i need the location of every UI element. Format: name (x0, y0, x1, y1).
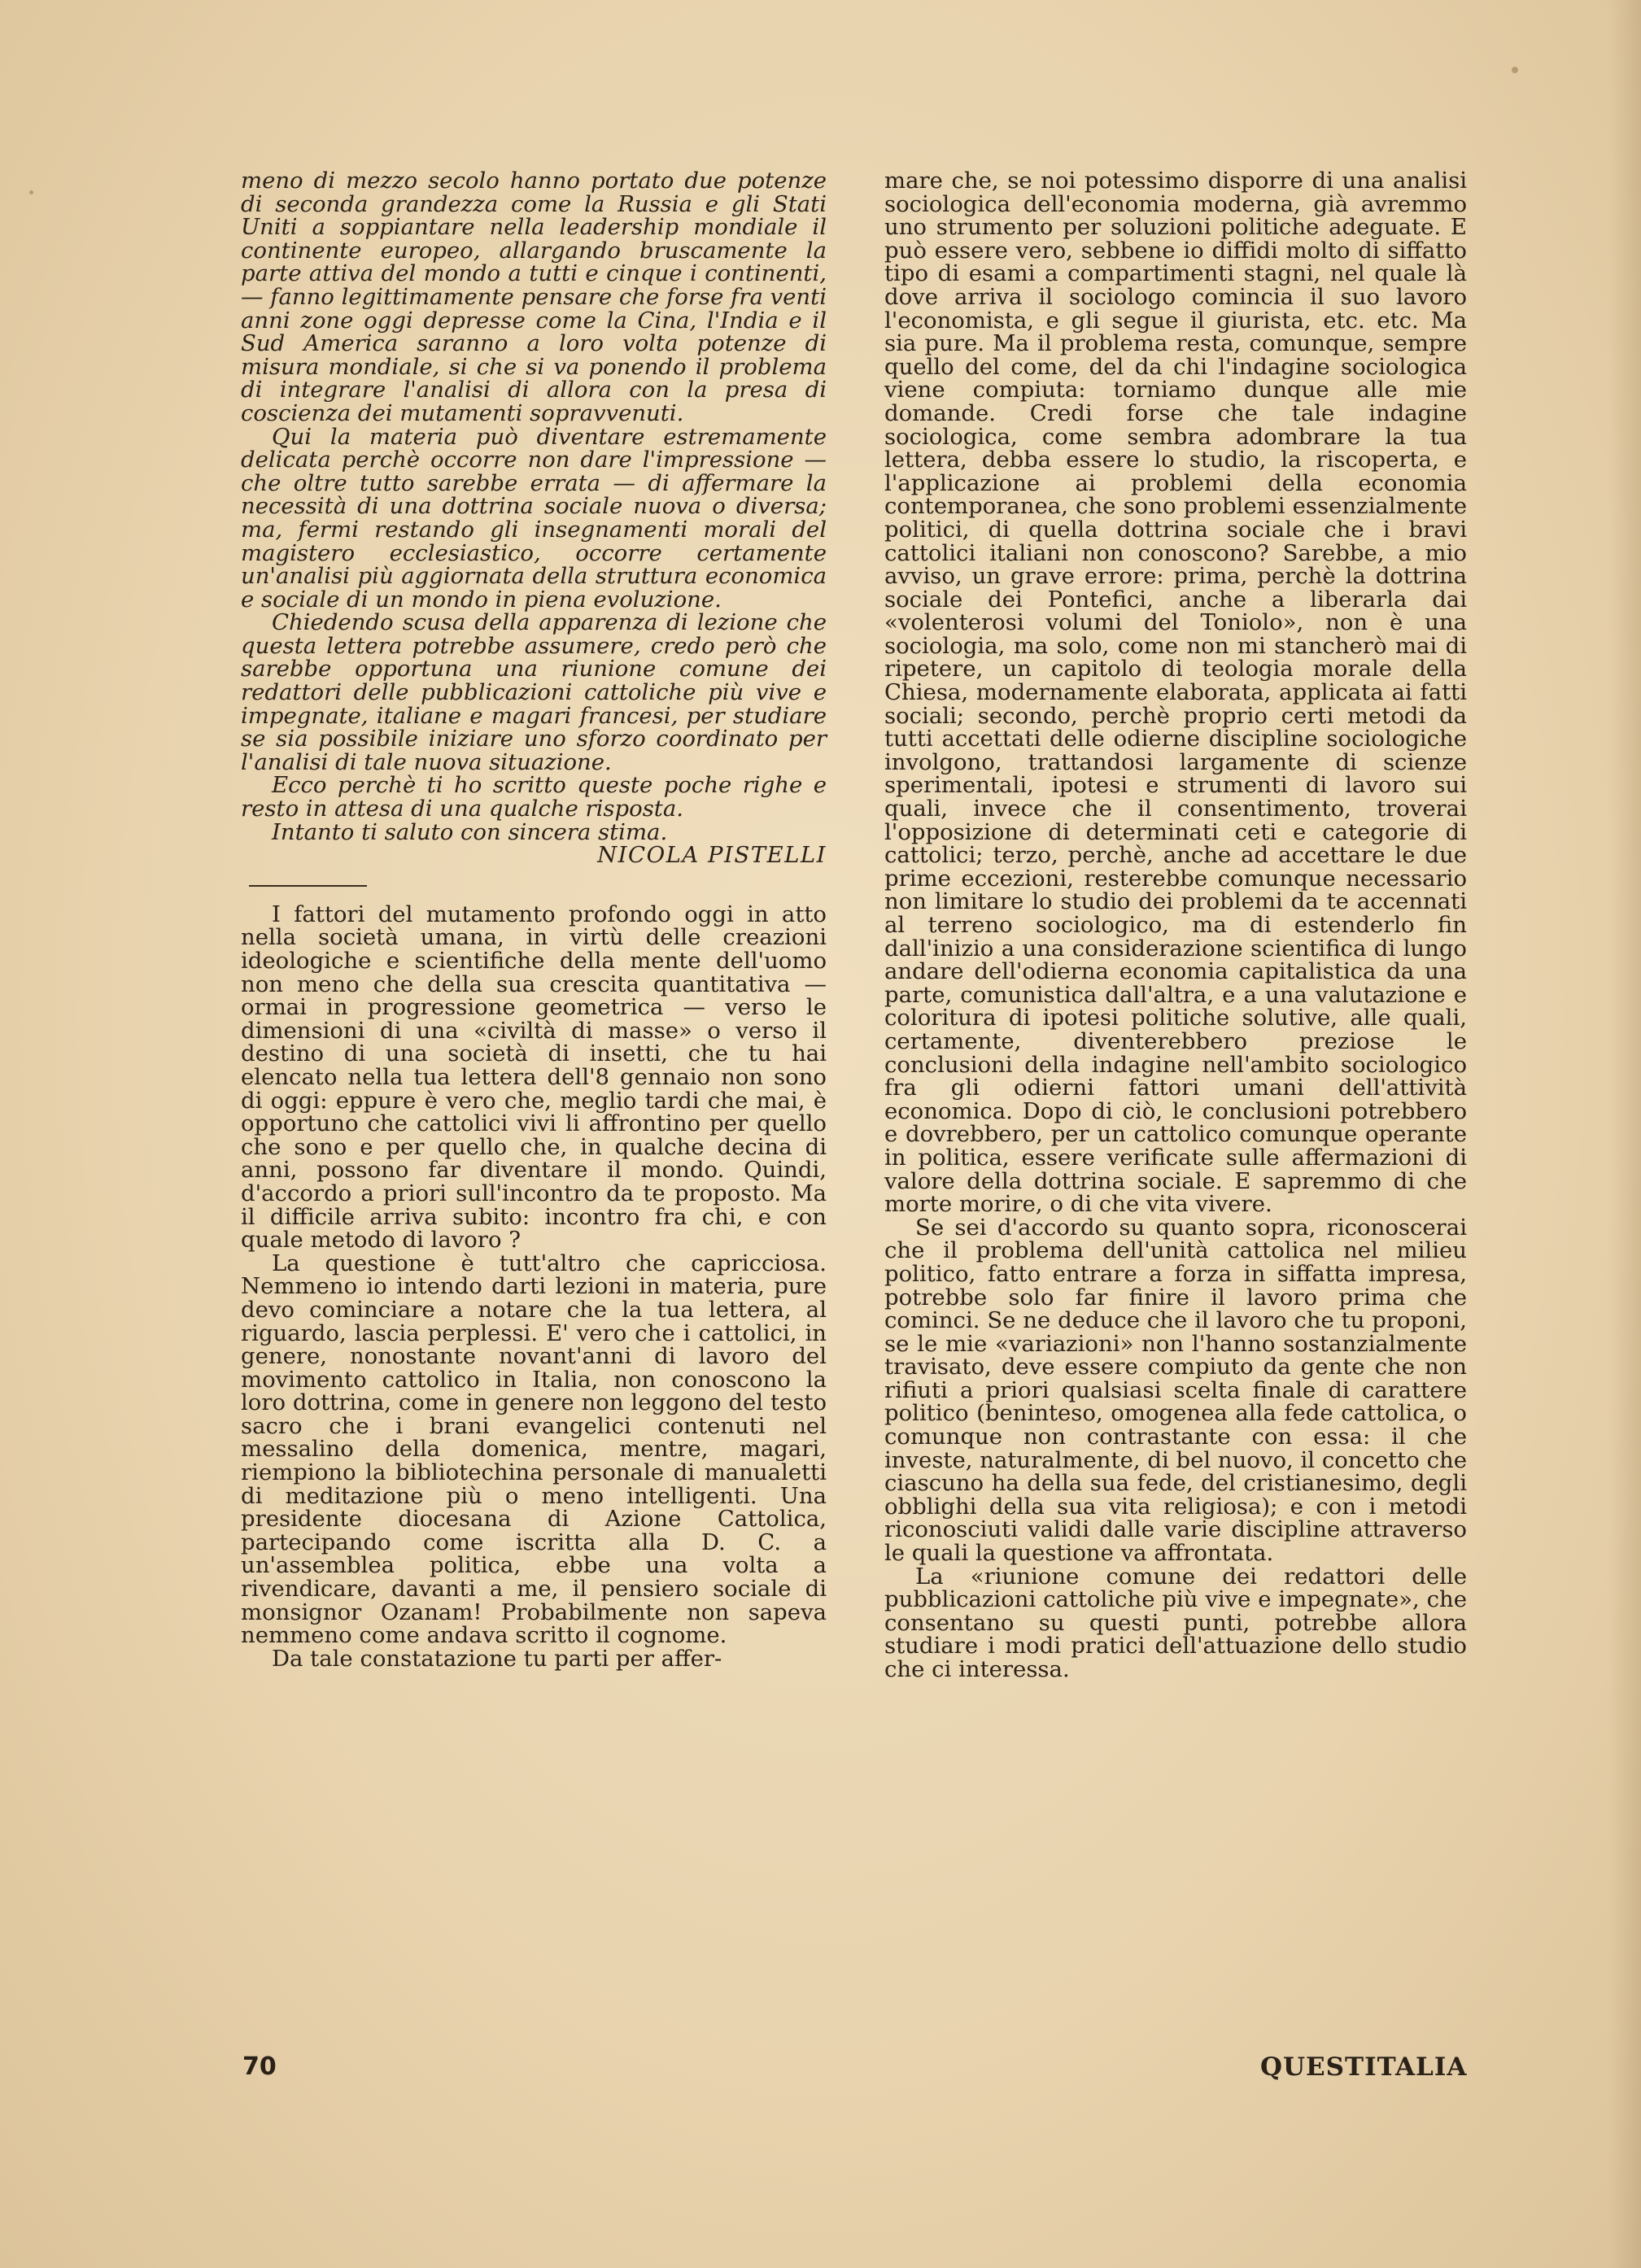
body-paragraph: La questione è tutt'altro che capricciosa. Nemmeno io intendo darti lezioni in materia, pure devo cominciare a notare che la tua lettera, al riguardo, lascia perplessi. E' vero che i cattolici, in genere, nonostante novant'anni di lavoro del movimento cattolico in Italia, non conoscono la loro dottrina, come in genere non leggono del testo sacro che i brani evangelici contenuti nel messalino della domenica, mentre, magari, riempiono la bibliotechina personale di manualetti di meditazione più o meno intelligenti. Una presidente diocesana di Azione Cattolica, partecipando come iscritta alla D. C. a un'assemblea politica, ebbe una volta a rivendicare, davanti a me, il pensiero sociale di monsignor Ozanam! Probabilmente non sapeva nemmeno come andava scritto il cognome. (241, 1250, 827, 1649)
section-divider (249, 885, 367, 887)
italic-paragraph: Chiedendo scusa della apparenza di lezione che questa lettera potrebbe assumere, credo però che sarebbe opportuna una riunione comune dei redattori delle pubblicazioni cattoliche più vive e impegnate, italiane e magari francesi, per studiare se sia possibile iniziare uno sforzo coordinato per l'analisi di tale nuova situazione. (241, 609, 827, 775)
body-paragraph: Se sei d'accordo su quanto sopra, riconoscerai che il problema dell'unità cattolica nel milieu politico, fatto entrare a forza in siffatta impresa, potrebbe solo far finire il lavoro prima che cominci. Se ne deduce che il lavoro che tu proponi, se le mie «variazioni» non l'hanno sostanzialmente travisato, deve essere compiuto da gente che non rifiuti a priori qualsiasi scelta finale di carattere politico (beninteso, omogenea alla fede cattolica, o comunque non contrastante con essa: il che investe, naturalmente, di bel nuovo, il concetto che ciascuno ha della sua fede, del cristianesimo, degli obblighi della sua vita religiosa); e con i metodi riconosciuti validi dalle varie discipline attraverso le quali la questione va affrontata. (884, 1214, 1467, 1567)
letter-closing-italic (241, 169, 827, 867)
body-paragraph: La «riunione comune dei redattori delle pubblicazioni cattoliche più vive e impegnate», che consentano su questi punti, potrebbe allora studiare i modi pratici dell'attuazione dello studio che ci interessa. (884, 1563, 1467, 1682)
italic-paragraph: Ecco perchè ti ho scritto queste poche righe e resto in attesa di una qualche risposta. (241, 772, 827, 822)
italic-paragraph: Intanto ti saluto con sincera stima. (272, 818, 668, 845)
body-paragraph: I fattori del mutamento profondo oggi in atto nella società umana, in virtù delle creazioni ideologiche e scientifiche della mente dell'uomo non meno che della sua crescita quantitativa — ormai in progressione geometrica — verso le dimensioni di una «civiltà di masse» o verso il destino di una società di insetti, che tu hai elencato nella tua lettera dell'8 gennaio non sono di oggi: eppure è vero che, meglio tardi che mai, è opportuno che cattolici vivi li affrontino per quello che sono e per quello che, in qualche decina di anni, possono far diventare il mondo. Quindi, d'accordo a priori sull'incontro da te proposto. Ma il difficile arriva subito: incontro fra chi, e con quale metodo di lavoro ? (241, 901, 827, 1254)
body-paragraph: mare che, se noi potessimo disporre di una analisi sociologica dell'economia moderna, già avremmo uno strumento per soluzioni politiche adeguate. E può essere vero, sebbene io diffidi molto di siffatto tipo di esami a compartimenti stagni, nel quale là dove arriva il sociologo comincia il suo lavoro l'economista, e gli segue il giurista, etc. etc. Ma sia pure. Ma il problema resta, comunque, sempre quello del come, del da chi l'indagine sociologica viene compiuta: torniamo dunque alle mie domande. Credi forse che tale indagine sociologica, come sembra adombrare la tua lettera, debba essere lo studio, la riscoperta, e l'applicazione ai problemi della economia contemporanea, che sono problemi essenzialmente politici, di quella dottrina sociale che i bravi cattolici italiani non conoscono? Sarebbe, a mio avviso, un grave errore: prima, perchè la dottrina sociale dei Pontefici, anche a liberarla dai «volenterosi volumi del Toniolo», non è una sociologia, ma solo, come non mi stancherò mai di ripetere, un capitolo di teologia morale della Chiesa, modernamente elaborata, applicata ai fatti sociali; secondo, perchè proprio certi metodi da tutti accettati delle odierne discipline sociologiche involgono, trattandosi largamente di scienze sperimentali, ipotesi e strumenti di lavoro sui quali, invece che il consentimento, troverai l'opposizione di determinati ceti e categorie di cattolici; terzo, perchè, anche ad accettare le due prime eccezioni, resterebbe comunque necessario non limitare lo studio dei problemi da te accennati al terreno sociologico, ma di estenderlo fin dall'inizio a una considerazione scientifica di lungo andare dell'odierna economia capitalistica da una parte, comunistica dall'altra, e a una valutazione e coloritura di ipotesi politiche solutive, alle quali, certamente, diventerebbero preziose le conclusioni della indagine nell'ambito sociologico fra gli odierni fattori umani dell'attività economica. Dopo di ciò, le conclusioni potrebbero e dovrebbero, per un cattolico comunque operante in politica, essere verificate sulle affermazioni di valore della dottrina sociale. E sapremmo di che morte morire, o di che vita vivere. (884, 168, 1467, 1218)
publication-name: QUESTITALIA (1260, 2052, 1468, 2082)
paper-spot (1512, 67, 1518, 73)
page-edge-shadow (1608, 0, 1641, 2268)
signature: NICOLA PISTELLI (597, 842, 827, 869)
right-column (884, 169, 1467, 1681)
italic-paragraph: Qui la materia può diventare estremamente delicata perchè occorre non dare l'impressione — che oltre tutto sarebbe errata — di affermare la necessità di una dottrina sociale nuova o diversa; ma, fermi restando gli insegnamenti morali del magistero ecclesiastico, occorre certamente un'analisi più aggiornata della struttura economica e sociale di un mondo in piena evoluzione. (241, 423, 827, 613)
left-column (241, 169, 827, 1670)
body-paragraph: Da tale constatazione tu parti per affer- (272, 1645, 722, 1672)
paper-spot (29, 190, 33, 194)
page-number: 70 (242, 2052, 277, 2081)
italic-paragraph: meno di mezzo secolo hanno portato due potenze di seconda grandezza come la Russia e gli Stati Uniti a soppiantare nella leadership mondiale il continente europeo, allargando bruscamente la parte attiva del mondo a tutti e cinque i continenti, — fanno legittimamente pensare che forse fra venti anni zone oggi depresse come la Cina, l'India e il Sud America saranno a loro volta potenze di misura mondiale, si che si va ponendo il problema di integrare l'analisi di allora con la presa di coscienza dei mutamenti sopravvenuti. (241, 168, 827, 426)
